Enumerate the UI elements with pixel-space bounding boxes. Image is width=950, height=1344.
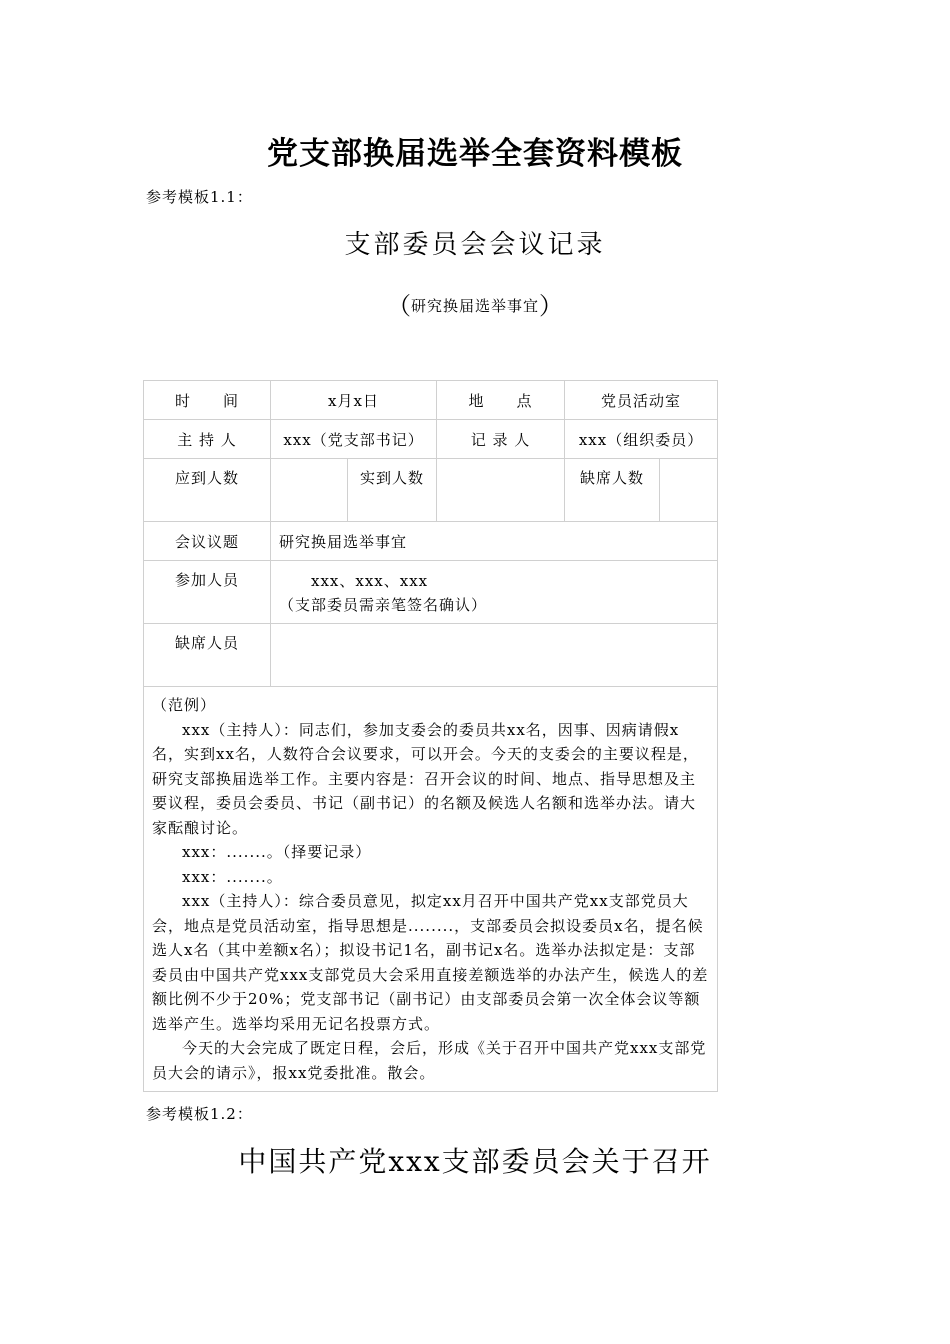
- place-value: 党员活动室: [565, 381, 718, 420]
- minutes-table: [143, 380, 718, 1092]
- example-paragraph: xxx：.......。: [182, 867, 283, 886]
- minutes-subtitle: [0, 286, 950, 321]
- absent-count-label: 缺席人数: [565, 459, 660, 522]
- minutes-title: 支部委员会会议记录: [344, 230, 606, 260]
- example-paragraph: xxx（主持人）：综合委员意见，拟定xx月召开中国共产党xx支部党员大会，地点是党员活动室，指导思想是........，支部委员会拟设委员x名，提名候选人x名（其中差额x名）；拟设书记1名，副书记x名。选举办法拟定是：支部委员由中国共产党xxx支部党员大会采用直接差额选举的办法产生，候选人的差额比例不少于20%；党支部书记（副书记）由支部委员会第一次全体会议等额选举产生。选举均采用无记名投票方式。: [152, 892, 709, 1033]
- time-label: 时 间: [144, 381, 271, 420]
- example-paragraph: xxx（主持人）：同志们，参加支委会的委员共xx名，因事、因病请假x名，实到xx名，人数符合会议要求，可以开会。今天的支委会的主要议程是，研究支部换届选举工作。主要内容是：召开会议的时间、地点、指导思想及主要议程，委员会委员、书记（副书记）的名额及候选人名额和选举办法。请大家酝酿讨论。: [152, 720, 699, 837]
- time-value: x月x日: [271, 381, 437, 420]
- minutes-subtitle-text: 研究换届选举事宜: [410, 297, 539, 315]
- absent-label: 缺席人员: [144, 624, 271, 687]
- table-row: [144, 624, 718, 687]
- table-row: [144, 687, 718, 1092]
- table-row: [144, 522, 718, 561]
- actual-count-label: 实到人数: [348, 459, 437, 522]
- place-label: 地 点: [437, 381, 565, 420]
- topic-value: 研究换届选举事宜: [271, 522, 718, 561]
- example-heading: （范例）: [152, 696, 217, 714]
- attendees-note: （支部委员需亲笔签名确认）: [279, 596, 488, 614]
- attendees-label: 参加人员: [144, 561, 271, 624]
- open-paren: （: [386, 292, 411, 320]
- host-label: 主 持 人: [144, 420, 271, 459]
- attendees-names: xxx、xxx、xxx: [311, 572, 429, 590]
- expected-count-value: [271, 459, 348, 522]
- close-paren: ）: [539, 292, 563, 320]
- expected-count-label: 应到人数: [144, 459, 271, 522]
- recorder-label: 记 录 人: [437, 420, 565, 459]
- topic-label: 会议议题: [144, 522, 271, 561]
- table-row: [144, 459, 718, 522]
- table-row: [144, 381, 718, 420]
- announcement-title: 中国共产党xxx支部委员会关于召开: [238, 1145, 712, 1178]
- absent-count-value: [660, 459, 718, 522]
- attendees-value: [271, 561, 718, 624]
- absent-value: [271, 624, 718, 687]
- example-cell: [144, 687, 718, 1092]
- table-row: [144, 561, 718, 624]
- example-paragraph: 今天的大会完成了既定日程，会后，形成《关于召开中国共产党xxx支部党员大会的请示》，报xx党委批准。散会。: [152, 1039, 707, 1082]
- recorder-value: xxx（组织委员）: [565, 420, 718, 459]
- reference-label-1: 参考模板1.1：: [146, 188, 253, 206]
- document-title: 党支部换届选举全套资料模板: [267, 136, 683, 172]
- reference-label-2: 参考模板1.2：: [146, 1105, 253, 1123]
- host-value: xxx（党支部书记）: [271, 420, 437, 459]
- example-paragraph: xxx：.......。（择要记录）: [182, 843, 372, 861]
- actual-count-value: [437, 459, 565, 522]
- table-row: [144, 420, 718, 459]
